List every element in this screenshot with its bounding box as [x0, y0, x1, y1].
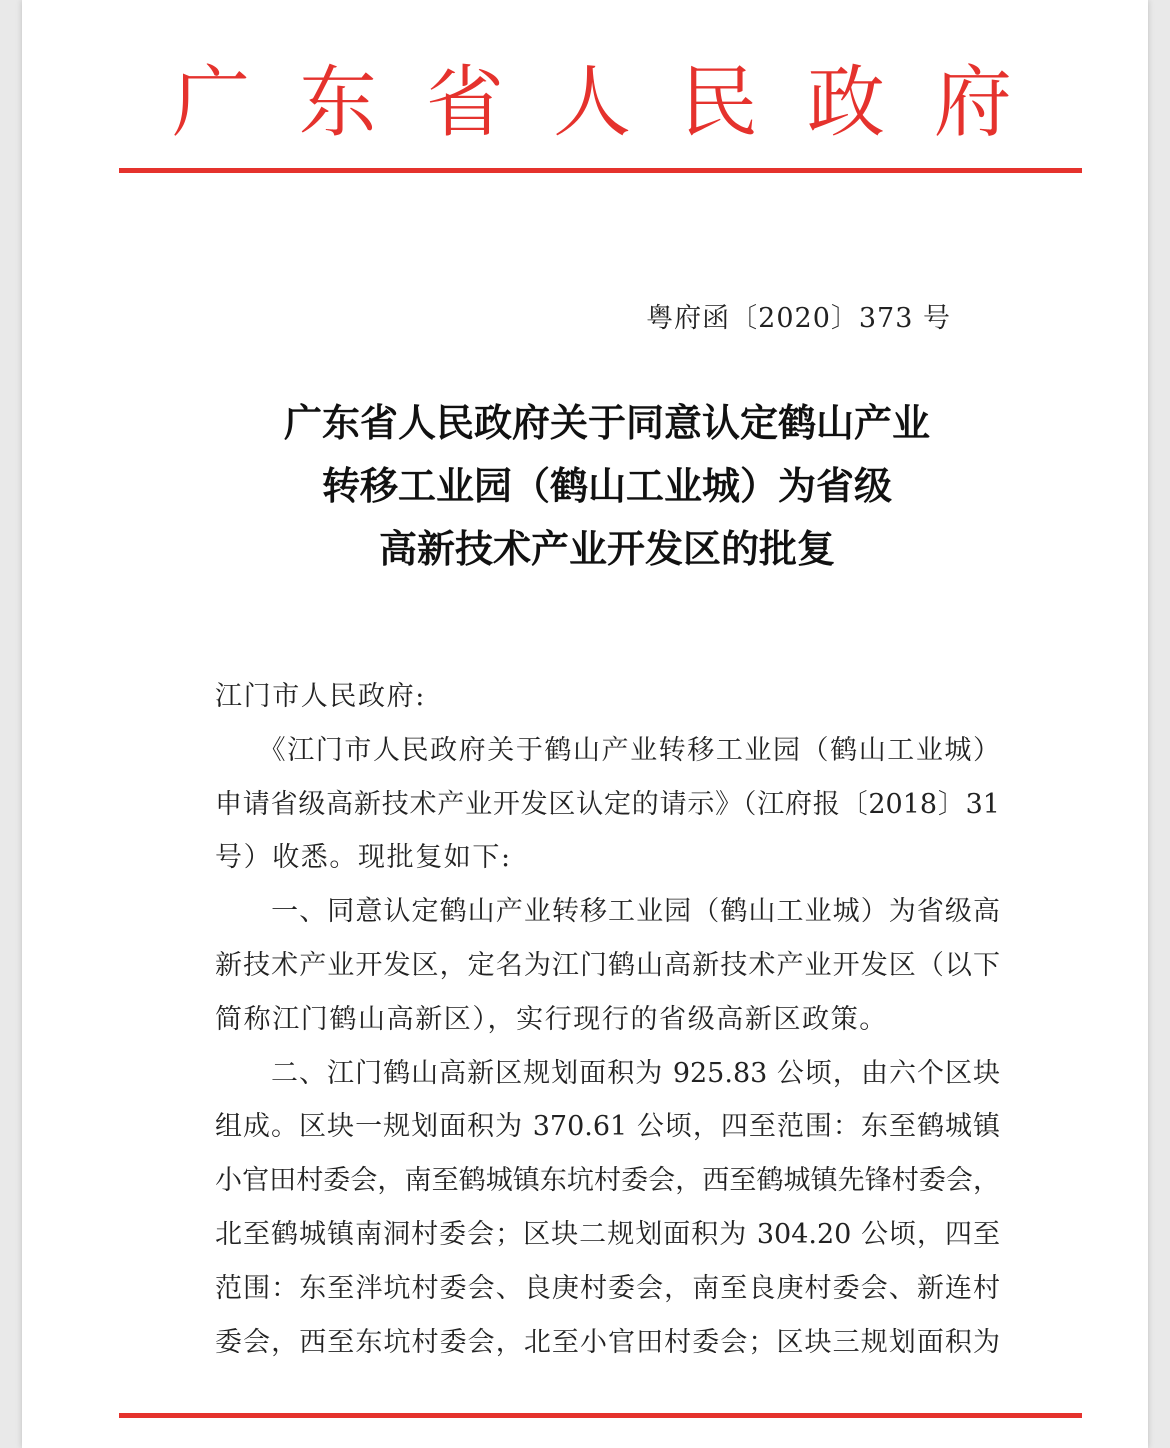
title-line: 转移工业园（鹤山工业城）为省级 — [321, 464, 892, 508]
body-line: 新技术产业开发区，定名为江门鹤山高新技术产业开发区（以下 — [215, 949, 1000, 981]
document-body — [215, 670, 1000, 1369]
body-line: 北至鹤城镇南洞村委会；区块二规划面积为 304.20 公顷，四至 — [215, 1218, 1000, 1250]
masthead-char: 政 — [806, 58, 885, 148]
body-line: 简称江门鹤山高新区），实行现行的省级高新区政策。 — [215, 1003, 888, 1035]
masthead-char: 府 — [933, 58, 1012, 148]
body-line: 二、江门鹤山高新区规划面积为 925.83 公顷，由六个区块 — [215, 1057, 1000, 1089]
body-line: 范围：东至泮坑村委会、良庚村委会，南至良庚村委会、新连村 — [215, 1272, 1000, 1304]
document-number: 粤府函〔2020〕373 号 — [646, 303, 951, 334]
body-line: 《江门市人民政府关于鹤山产业转移工业园（鹤山工业城） — [215, 734, 1000, 766]
masthead-char: 人 — [552, 58, 631, 148]
title-line: 高新技术产业开发区的批复 — [378, 527, 835, 571]
document-title — [172, 392, 1042, 581]
masthead-char: 省 — [425, 58, 504, 148]
title-line: 广东省人民政府关于同意认定鹤山产业 — [283, 401, 930, 445]
body-line: 组成。区块一规划面积为 370.61 公顷，四至范围：东至鹤城镇 — [215, 1111, 1000, 1143]
body-line: 小官田村委会，南至鹤城镇东坑村委会，西至鹤城镇先锋村委会， — [215, 1165, 1000, 1197]
body-line: 委会，西至东坑村委会，北至小官田村委会；区块三规划面积为 — [215, 1326, 1000, 1358]
masthead-char: 东 — [298, 58, 377, 148]
masthead-char: 民 — [679, 58, 758, 148]
footer-red-rule — [119, 1413, 1082, 1418]
body-line-salutation: 江门市人民政府: — [215, 681, 426, 712]
body-line: 一、同意认定鹤山产业转移工业园（鹤山工业城）为省级高 — [215, 896, 1000, 928]
document-page — [22, 0, 1148, 1448]
masthead-red-rule — [119, 168, 1082, 173]
body-line: 号）收悉。现批复如下: — [215, 842, 512, 874]
body-line: 申请省级高新技术产业开发区认定的请示》（江府报〔2018〕31 — [215, 788, 1000, 820]
masthead-title — [172, 58, 1012, 148]
masthead-char: 广 — [172, 58, 251, 148]
